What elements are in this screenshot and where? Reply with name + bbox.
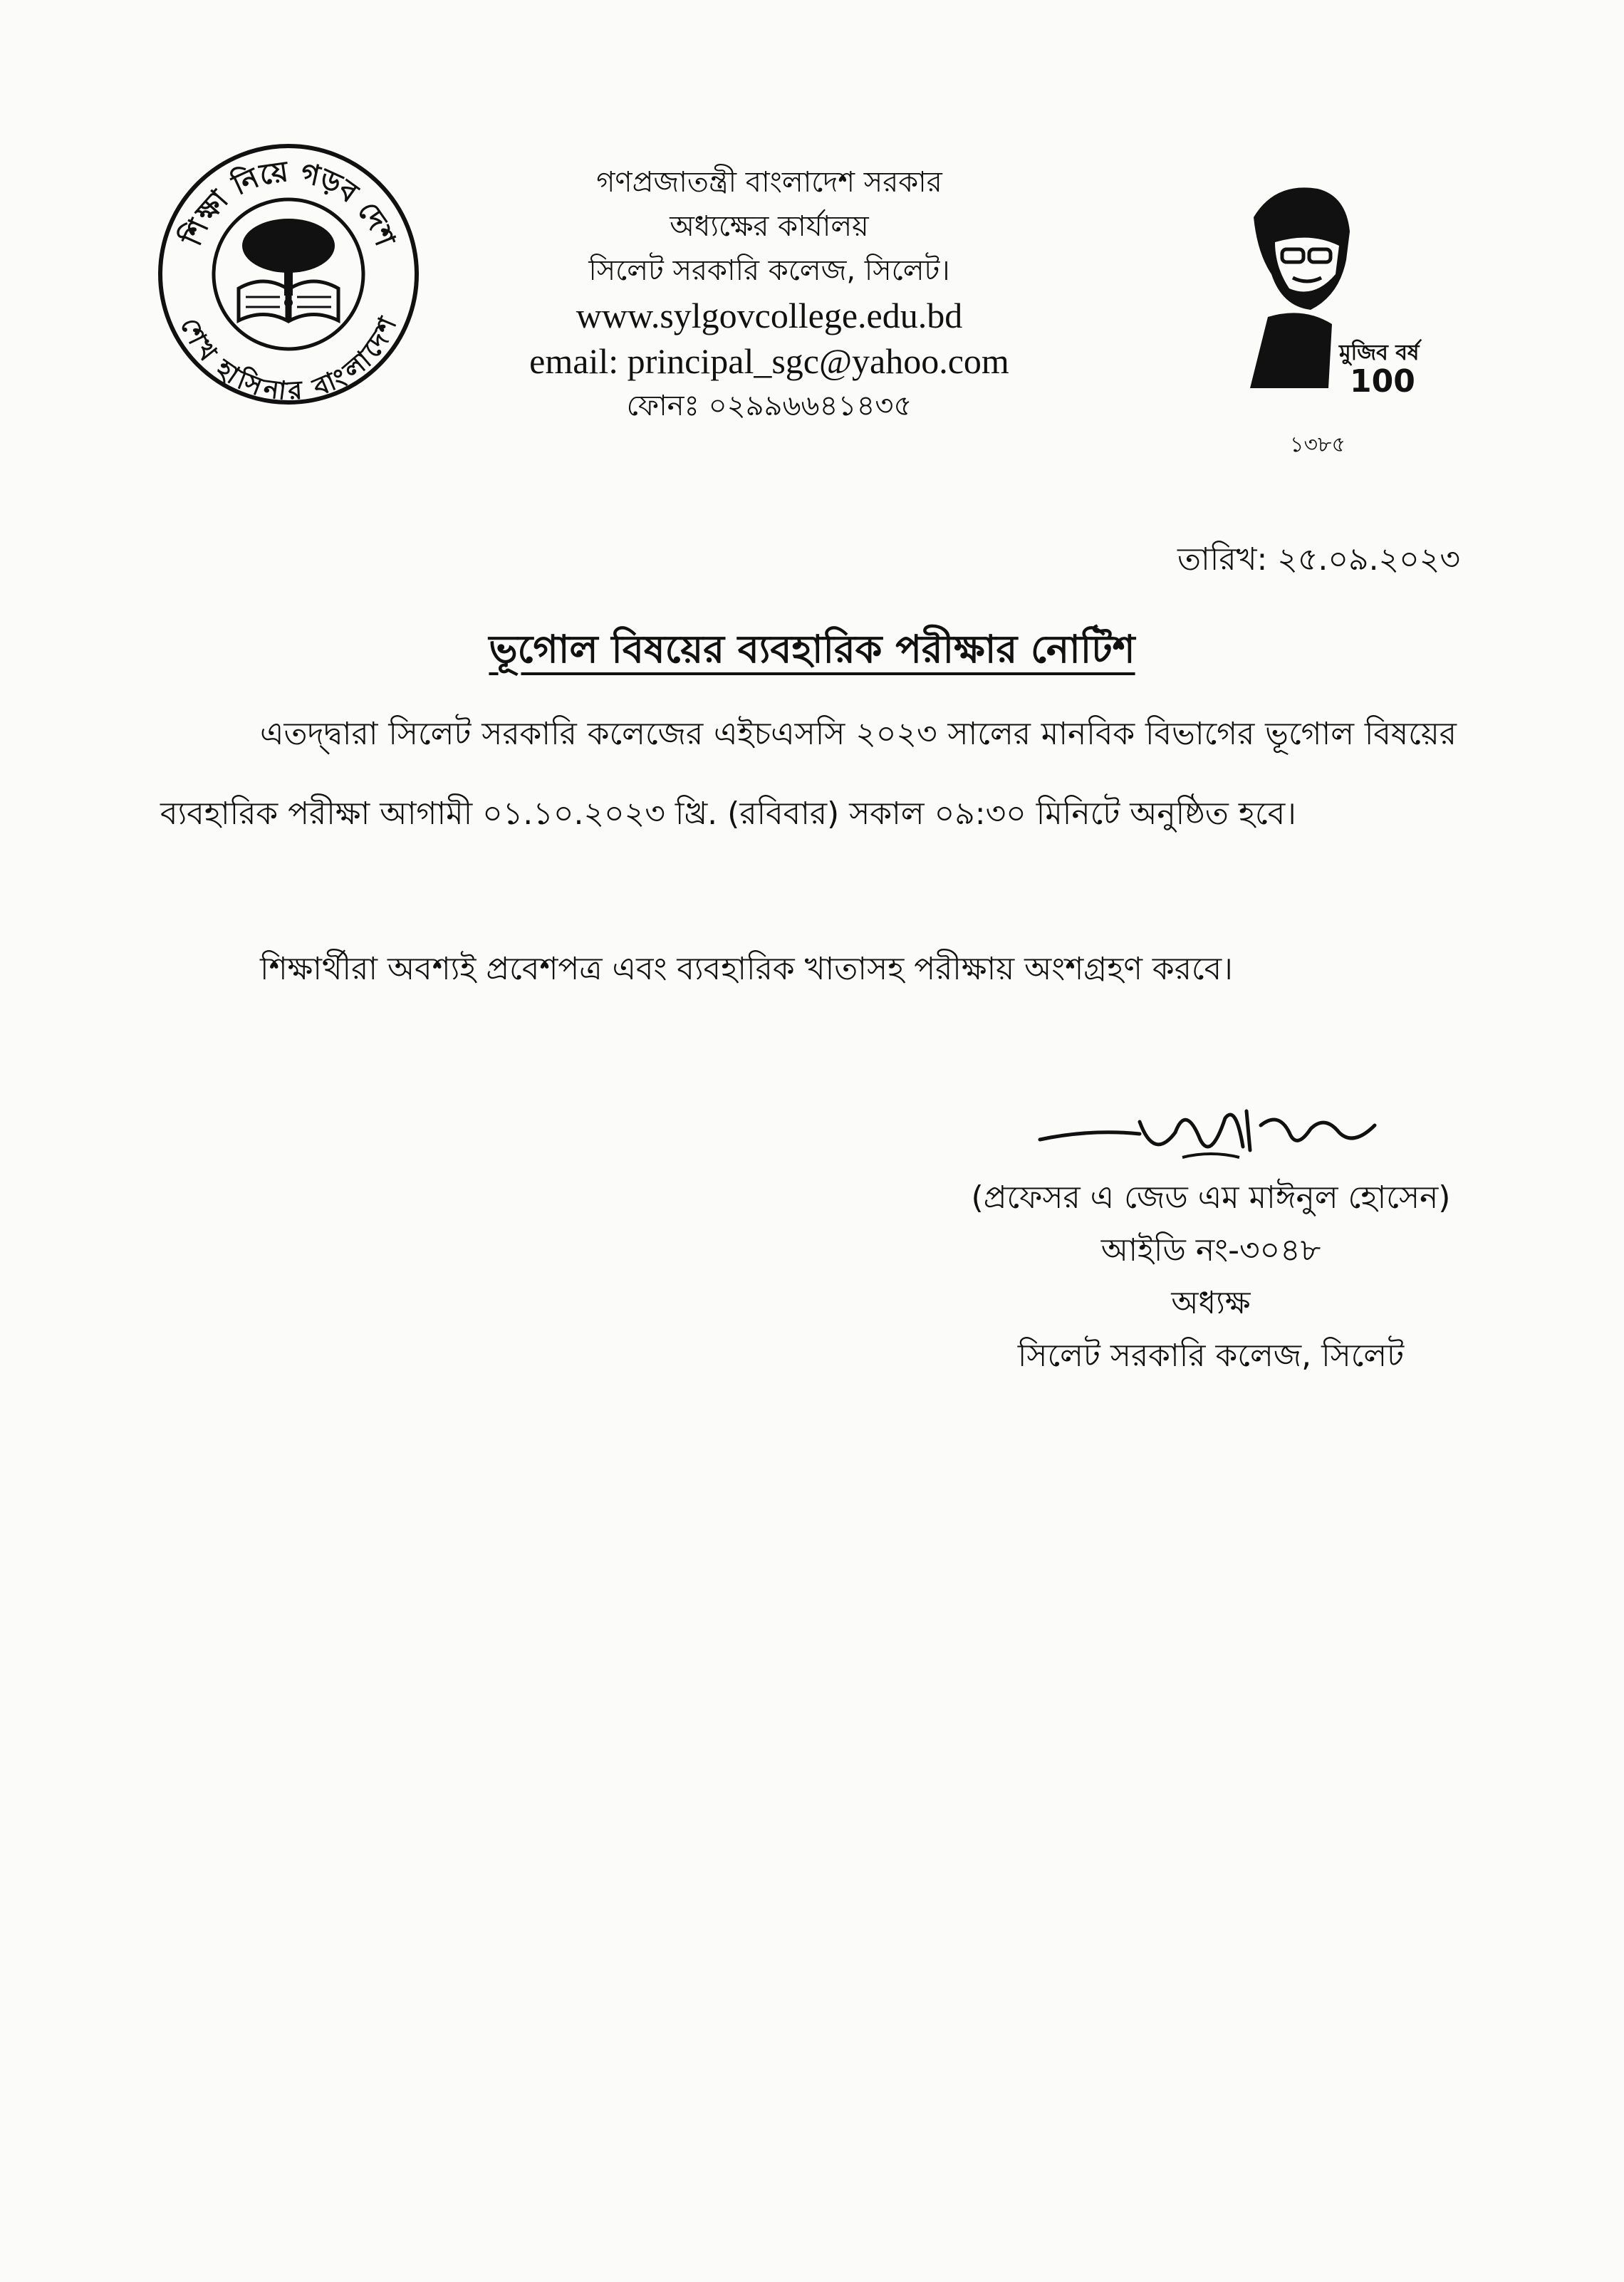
website-link[interactable]: www.sylgovcollege.edu.bd [576,296,963,335]
signatory-institution: সিলেট সরকারি কলেজ, সিলেট [1017,1338,1405,1374]
college-name: সিলেট সরকারি কলেজ, সিলেট। [588,254,950,287]
notice-date: তারিখ: ২৫.০৯.২০২৩ [1177,541,1460,578]
college-emblem-logo [153,139,424,410]
notice-title: ভূগোল বিষয়ের ব্যবহারিক পরীক্ষার নোটিশ [489,627,1135,672]
office-name: অধ্যক্ষের কার্যালয় [670,210,869,243]
handwritten-signature [1033,1090,1389,1182]
phone-number: ফোনঃ ০২৯৯৬৬৪১৪৩৫ [626,390,912,422]
govt-name: গণপ্রজাতন্ত্রী বাংলাদেশ সরকার [596,166,942,199]
notice-paragraph-1: এতদ্দ্বারা সিলেট সরকারি কলেজের এইচএসসি ২০২৩ সালের মানবিক বিভাগের ভূগোল বিষয়ের ব্যবহারিক পরীক্ষা আগামী ০১.১০.২০২৩ খ্রি. (রবিবার) সকাল ০৯:৩০ মিনিটে অনুষ্ঠিত হবে। [160,716,1457,832]
signatory-block [919,1172,1503,1382]
signatory-name: (প্রফেসর এ জেড এম মাঈনুল হোসেন) [971,1179,1451,1216]
logo-top-text: শিক্ষা নিয়ে গড়ব দেশ [175,155,402,251]
logo-bottom-text: শেখ হাসিনার বাংলাদেশ [174,313,403,407]
signatory-id: আইডি নং-৩০৪৮ [1100,1232,1321,1268]
svg-text:শেখ হাসিনার বাংলাদেশ [175,312,404,406]
mujib-borsho-portrait [1225,174,1420,402]
portrait-year: ১৩৮৫ [1290,432,1345,457]
notice-paragraph-2: শিক্ষার্থীরা অবশ্যই প্রবেশপত্র এবং ব্যবহারিক খাতাসহ পরীক্ষায় অংশগ্রহণ করবে। [260,951,1233,987]
letterhead [470,160,1068,428]
mujib-label: মুজিব বর্ষ [1339,340,1420,365]
signatory-designation: অধ্যক্ষ [1171,1285,1251,1321]
email-address[interactable]: email: principal_sgc@yahoo.com [529,341,1009,381]
hundred-label: 100 [1350,363,1415,400]
